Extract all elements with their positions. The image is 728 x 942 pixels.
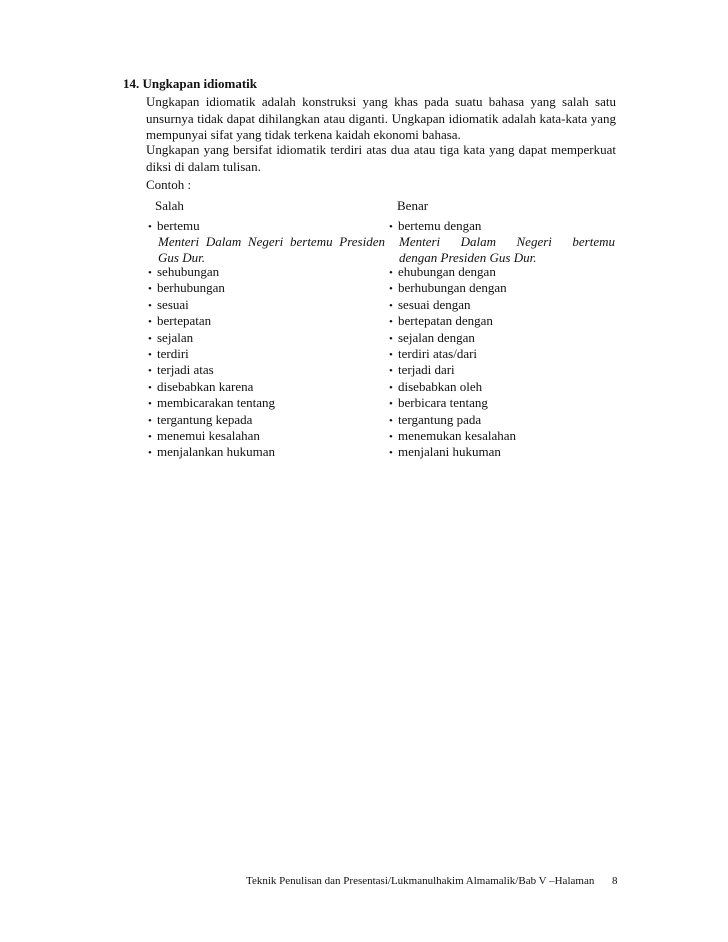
benar-example-sentence xyxy=(399,234,615,266)
bullet-icon: • xyxy=(148,365,152,378)
salah-item xyxy=(148,362,214,379)
bullet-icon: • xyxy=(148,221,152,233)
salah-item xyxy=(148,379,253,396)
bullet-icon: • xyxy=(389,332,393,345)
example-word: Menteri xyxy=(399,234,441,249)
salah-item xyxy=(148,346,189,363)
salah-column-header: Salah xyxy=(155,198,184,213)
bullet-icon: • xyxy=(148,316,152,329)
salah-item-text: sehubungan xyxy=(157,264,220,279)
bullet-icon: • xyxy=(389,316,393,329)
definition-paragraph: Ungkapan idiomatik adalah konstruksi yang khas pada suatu bahasa yang salah satu unsurnya tidak dapat dihilangkan atau diganti. Ungkapan idiomatik adalah kata-kata yang mempunyai sifat yang tidak terkena kaidah ekonomi bahasa. xyxy=(146,94,616,142)
bullet-icon: • xyxy=(148,431,152,443)
salah-item-text: sejalan xyxy=(157,329,194,345)
salah-item xyxy=(148,297,189,314)
salah-item-text: terjadi atas xyxy=(157,362,214,378)
bullet-icon: • xyxy=(389,267,393,279)
bullet-icon: • xyxy=(389,414,393,427)
salah-item xyxy=(148,280,225,297)
example-label: Contoh : xyxy=(146,177,192,192)
salah-item-text: disebabkan karena xyxy=(157,378,254,394)
bullet-icon: • xyxy=(389,365,393,378)
benar-item xyxy=(389,313,493,330)
usage-paragraph: Ungkapan yang bersifat idiomatik terdiri atas dua atau tiga kata yang dapat memperkuat diksi di dalam tulisan. xyxy=(146,142,616,174)
bullet-icon: • xyxy=(389,221,393,233)
bullet-icon: • xyxy=(389,431,393,443)
benar-item-text: berbicara tentang xyxy=(398,395,488,411)
bullet-icon: • xyxy=(148,299,152,312)
salah-item-text: bertepatan xyxy=(157,313,212,329)
salah-example-sentence: Menteri Dalam Negeri bertemu Presiden Gus Dur. xyxy=(158,234,385,265)
salah-item-text: bertemu xyxy=(157,218,200,233)
benar-item-text: bertepatan dengan xyxy=(398,313,493,329)
example-word: bertemu xyxy=(572,234,615,249)
benar-item xyxy=(389,395,488,412)
benar-item xyxy=(389,428,516,445)
salah-item xyxy=(148,218,200,235)
bullet-icon: • xyxy=(148,381,152,394)
benar-item xyxy=(389,379,482,396)
benar-item-text: disebabkan oleh xyxy=(398,378,483,394)
salah-item xyxy=(148,428,260,445)
bullet-icon: • xyxy=(389,283,393,296)
benar-item-text: terdiri atas/dari xyxy=(398,346,478,361)
salah-item xyxy=(148,264,219,281)
bullet-icon: • xyxy=(389,398,393,411)
salah-item-text: sesuai xyxy=(157,296,189,312)
benar-example-line1 xyxy=(399,234,615,250)
section-heading: 14. Ungkapan idiomatik xyxy=(123,76,258,91)
page-footer: Teknik Penulisan dan Presentasi/Lukmanulhakim Almamalik/Bab V –Halaman xyxy=(246,875,595,887)
benar-item-text: tergantung pada xyxy=(398,411,482,427)
example-word: Negeri xyxy=(516,234,552,249)
bullet-icon: • xyxy=(389,299,393,312)
salah-item xyxy=(148,412,252,429)
salah-item xyxy=(148,395,275,412)
salah-item-text: menemui kesalahan xyxy=(157,428,260,443)
salah-item-text: terdiri xyxy=(157,346,189,361)
bullet-icon: • xyxy=(389,381,393,394)
benar-item-text: menemukan kesalahan xyxy=(398,428,517,443)
bullet-icon: • xyxy=(389,447,393,460)
salah-item xyxy=(148,313,211,330)
benar-item xyxy=(389,218,481,235)
benar-example-line2: dengan Presiden Gus Dur. xyxy=(399,250,537,265)
salah-item-text: membicarakan tentang xyxy=(157,395,276,411)
bullet-icon: • xyxy=(148,332,152,345)
benar-item-text: menjalani hukuman xyxy=(398,444,501,460)
benar-item xyxy=(389,297,471,314)
benar-item xyxy=(389,412,481,429)
salah-item xyxy=(148,330,193,347)
salah-item xyxy=(148,444,275,461)
benar-item xyxy=(389,280,507,297)
benar-item-text: sejalan dengan xyxy=(398,329,475,345)
benar-item xyxy=(389,444,501,461)
benar-item-text: bertemu dengan xyxy=(398,218,482,233)
bullet-icon: • xyxy=(148,283,152,296)
benar-item-text: sesuai dengan xyxy=(398,296,471,312)
benar-item xyxy=(389,362,455,379)
salah-item-text: tergantung kepada xyxy=(157,411,253,427)
benar-item-text: berhubungan dengan xyxy=(398,280,507,296)
bullet-icon: • xyxy=(148,447,152,460)
benar-item xyxy=(389,264,496,281)
benar-column-header: Benar xyxy=(397,198,429,213)
bullet-icon: • xyxy=(148,349,152,361)
benar-item xyxy=(389,330,475,347)
salah-item-text: berhubungan xyxy=(157,280,225,296)
bullet-icon: • xyxy=(148,398,152,411)
bullet-icon: • xyxy=(389,349,393,361)
bullet-icon: • xyxy=(148,414,152,427)
page-number: 8 xyxy=(612,875,618,887)
example-word: Dalam xyxy=(460,234,497,249)
benar-item-text: terjadi dari xyxy=(398,362,455,378)
benar-item xyxy=(389,346,477,363)
salah-item-text: menjalankan hukuman xyxy=(157,444,276,460)
benar-item-text: ehubungan dengan xyxy=(398,264,496,279)
bullet-icon: • xyxy=(148,267,152,279)
